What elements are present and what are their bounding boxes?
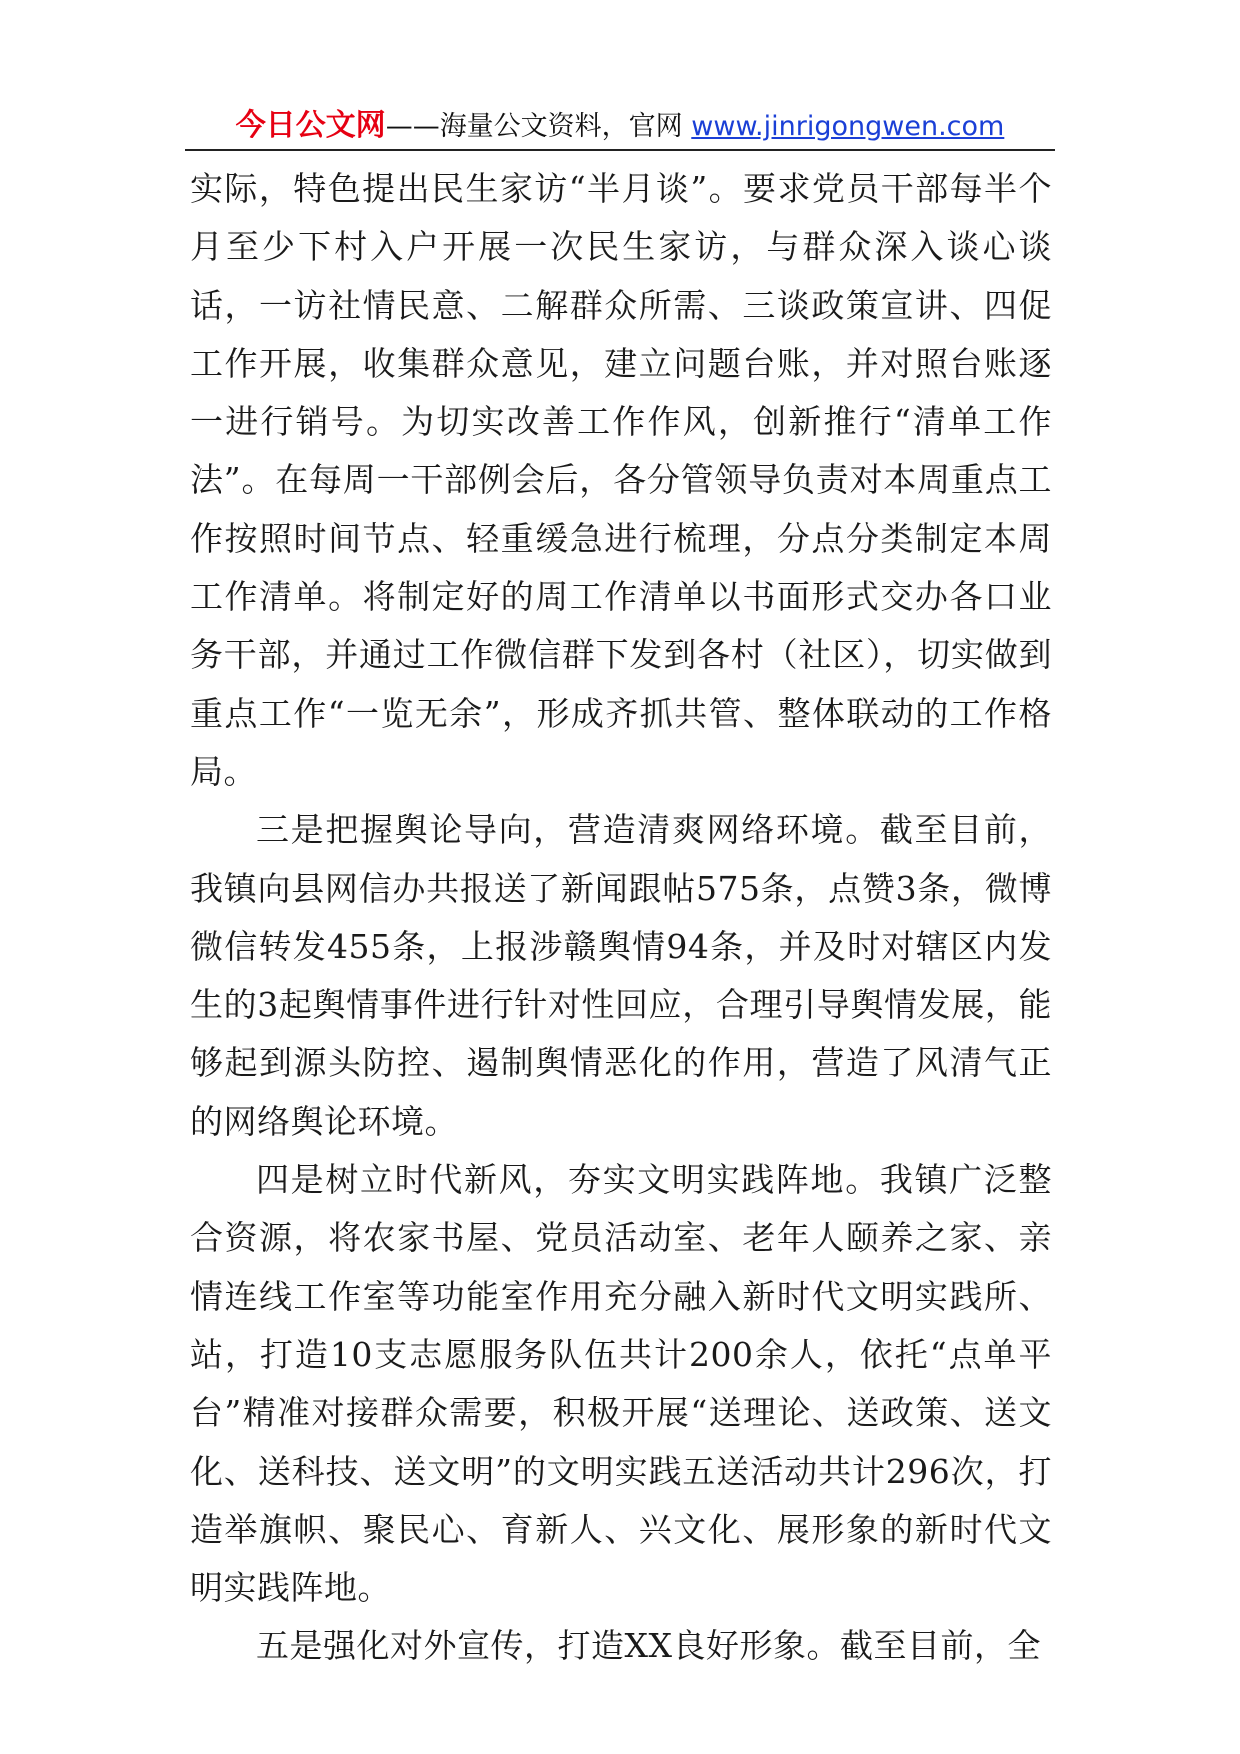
document-body xyxy=(190,160,1052,1676)
paragraph-external-publicity: 五是强化对外宣传，打造XX良好形象。截至目前，全 xyxy=(256,1626,1041,1666)
page-header xyxy=(185,100,1055,152)
paragraph-public-opinion: 三是把握舆论导向，营造清爽网络环境。截至目前，我镇向县网信办共报送了新闻跟帖575条，点赞3条，微博微信转发455条，上报涉赣舆情94条，并及时对辖区内发生的3起舆情事件进行针对性回应，合理引导舆情发展，能够起到源头防控、遏制舆情恶化的作用，营造了风清气正的网络舆论环境。 xyxy=(190,810,1052,1141)
site-brand: 今日公文网 xyxy=(235,108,386,143)
header-divider xyxy=(185,149,1055,151)
paragraph-continued: 实际，特色提出民生家访“半月谈”。要求党员干部每半个月至少下村入户开展一次民生家访，与群众深入谈心谈话，一访社情民意、二解群众所需、三谈政策宣讲、四促工作开展，收集群众意见，建立问题台账，并对照台账逐一进行销号。为切实改善工作作风，创新推行“清单工作法”。在每周一干部例会后，各分管领导负责对本周重点工作按照时间节点、轻重缓急进行梳理，分点分类制定本周工作清单。将制定好的周工作清单以书面形式交办各口业务干部，并通过工作微信群下发到各村（社区），切实做到重点工作“一览无余”，形成齐抓共管、整体联动的工作格局。 xyxy=(190,169,1052,791)
header-tagline: ——海量公文资料，官网 xyxy=(385,111,692,142)
paragraph-civilization-practice: 四是树立时代新风，夯实文明实践阵地。我镇广泛整合资源，将农家书屋、党员活动室、老年人颐养之家、亲情连线工作室等功能室作用充分融入新时代文明实践所、站，打造10支志愿服务队伍共计200余人，依托“点单平台”精准对接群众需要，积极开展“送理论、送政策、送文化、送科技、送文明”的文明实践五送活动共计296次，打造举旗帜、聚民心、育新人、兴文化、展形象的新时代文明实践阵地。 xyxy=(190,1160,1052,1608)
site-url-link[interactable]: www.jinrigongwen.com xyxy=(691,111,1005,142)
